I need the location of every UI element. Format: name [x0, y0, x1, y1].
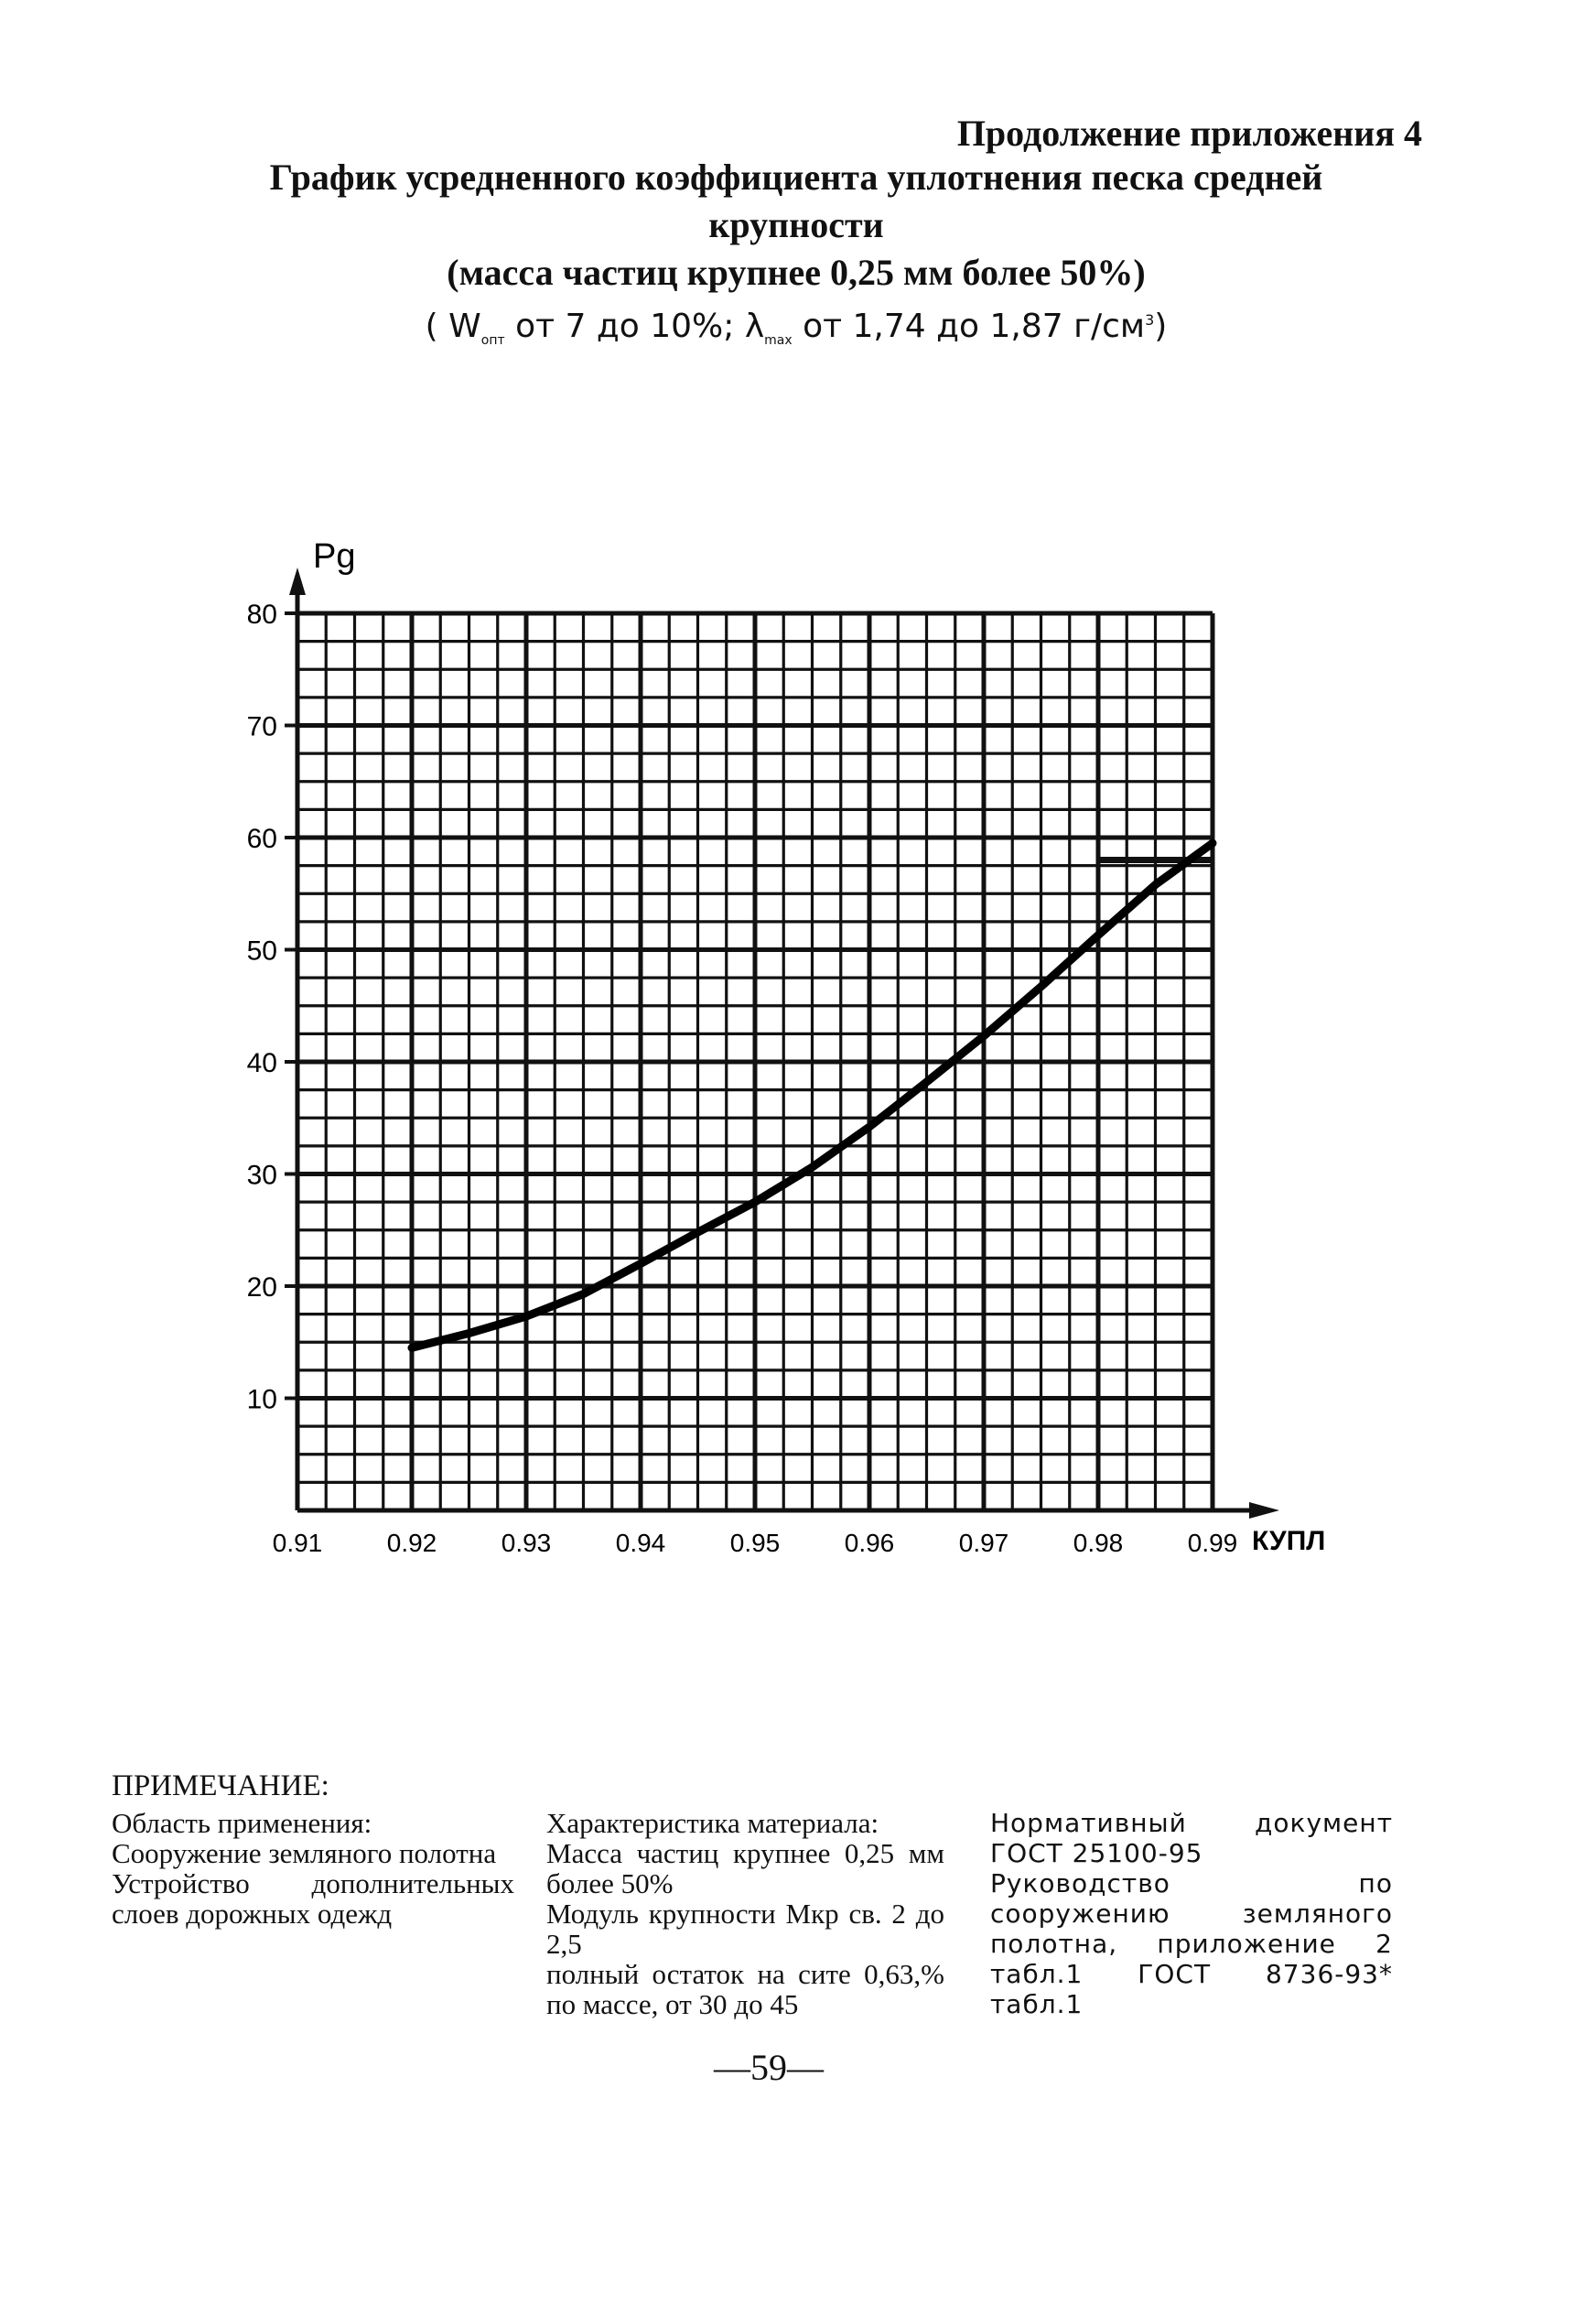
y-axis-label: Pg [313, 537, 356, 576]
page-number: —59— [714, 2047, 824, 2088]
notes-section [112, 1769, 1411, 2020]
note-line: Нормативный документ ГОСТ 25100-95 [990, 1808, 1393, 1868]
y-tick-label: 20 [246, 1272, 277, 1303]
x-tick-label: 0.96 [844, 1529, 895, 1557]
x-tick-label: 0.98 [1073, 1529, 1124, 1557]
note-line: Сооружение земляного полотна [112, 1837, 497, 1869]
chart-title [146, 154, 1446, 364]
note-line: Модуль крупности Мкр св. 2 до 2,5 [546, 1898, 944, 1960]
notes-material-characteristics [546, 1808, 944, 2019]
notes-title: ПРИМЕЧАНИЕ: [112, 1769, 329, 1802]
data-point [1040, 985, 1042, 988]
y-tick-label: 10 [246, 1384, 277, 1415]
y-tick-label: 80 [246, 600, 277, 630]
note-line: Масса частиц крупнее 0,25 мм более 50% [546, 1837, 944, 1899]
x-tick-label: 0.97 [958, 1529, 1009, 1557]
data-point [696, 1231, 699, 1234]
x-axis-label: Купл [1252, 1526, 1326, 1556]
note-line: Руководство по сооружению земляного полотна, приложение 2 табл.1 ГОСТ 8736-93* табл.1 [990, 1868, 1393, 2019]
note-line: Устройство дополнительных слоев дорожных одежд [112, 1867, 514, 1930]
title-conditions: ( $W_{опт}$ от 7 до 10%; $\lambda_{max}$ от 1,74 до 1,87 $г/см^3$) [425, 308, 1168, 349]
data-point [811, 1166, 814, 1169]
title-line-3: (масса частиц крупнее 0,25 мм более 50%) [447, 252, 1146, 293]
data-point [983, 1034, 986, 1037]
data-point [868, 1126, 871, 1129]
data-point [925, 1081, 928, 1084]
appendix-header: Продолжение приложения 4 [956, 113, 1422, 154]
title-line-2: крупности [708, 204, 884, 245]
x-axis-arrow [1249, 1502, 1279, 1519]
data-point [1212, 842, 1214, 845]
notes-normative-documents [990, 1808, 1393, 2019]
x-tick-label: 0.92 [386, 1529, 437, 1557]
data-point [1154, 883, 1157, 886]
data-point [582, 1293, 585, 1295]
tick-labels [247, 600, 1238, 1557]
data-point [754, 1201, 757, 1204]
data-point [468, 1332, 470, 1335]
x-tick-label: 0.93 [501, 1529, 552, 1557]
data-point [1097, 934, 1100, 936]
y-tick-label: 40 [246, 1048, 277, 1078]
data-point [411, 1347, 414, 1349]
y-tick-label: 60 [246, 824, 277, 854]
note-line: Область применения: [112, 1807, 372, 1839]
x-tick-label: 0.99 [1187, 1529, 1238, 1557]
data-point [640, 1262, 642, 1265]
compaction-chart [229, 531, 1354, 1565]
title-line-1: График усредненного коэффициента уплотнения песка средней [269, 157, 1323, 198]
x-tick-label: 0.91 [272, 1529, 323, 1557]
data-point [525, 1315, 528, 1318]
y-axis-arrow [289, 568, 306, 595]
notes-application-area [112, 1808, 514, 1929]
note-line: Характеристика материала: [546, 1807, 879, 1839]
note-line: полный остаток на сите 0,63,% по массе, от 30 до 45 [546, 1958, 944, 2020]
x-tick-label: 0.94 [615, 1529, 666, 1557]
x-tick-label: 0.95 [729, 1529, 781, 1557]
grid [297, 613, 1213, 1510]
y-tick-label: 30 [246, 1160, 277, 1191]
y-tick-label: 70 [246, 711, 277, 742]
y-tick-label: 50 [246, 936, 277, 967]
